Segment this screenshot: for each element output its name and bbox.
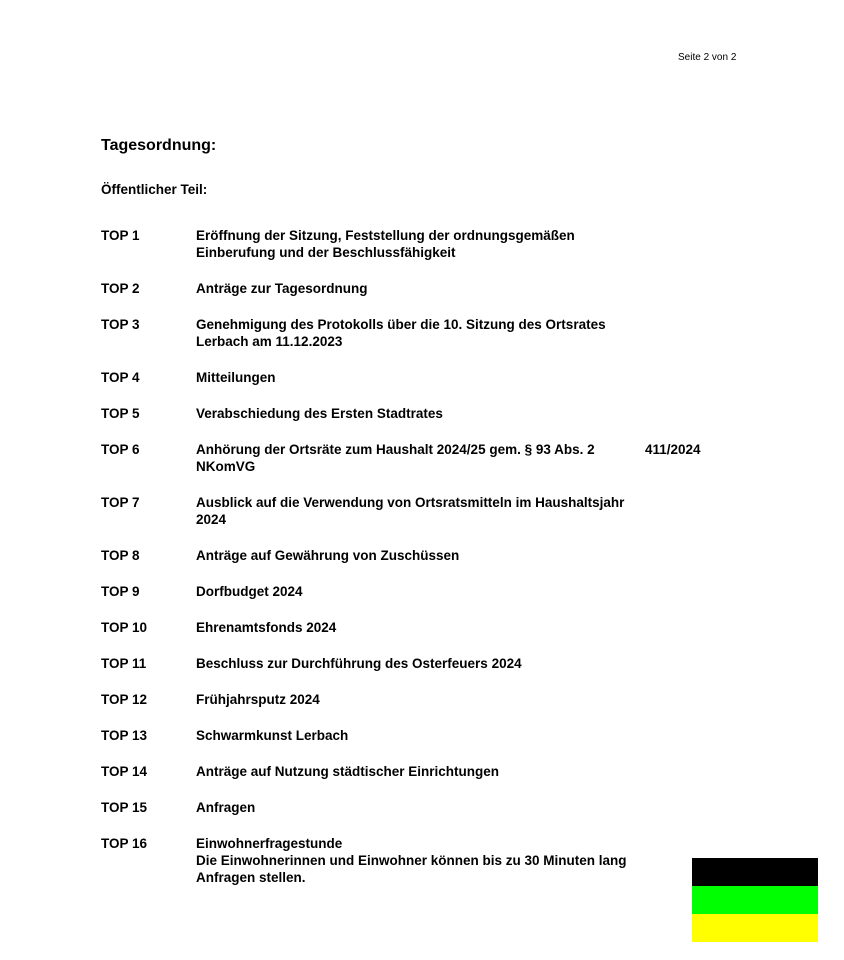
agenda-item — [101, 494, 741, 528]
page-number: Seite 2 von 2 — [678, 52, 737, 63]
agenda-item-title: Schwarmkunst Lerbach — [196, 728, 349, 743]
agenda-item-number: TOP 11 — [101, 656, 147, 671]
agenda-item — [101, 799, 741, 816]
agenda-item — [101, 619, 741, 636]
agenda-item-number: TOP 14 — [101, 764, 148, 779]
agenda-item — [101, 441, 741, 475]
agenda-item-title: Ehrenamtsfonds 2024 — [196, 620, 337, 635]
agenda-item-number: TOP 16 — [101, 836, 148, 851]
flag-stripe-yellow — [692, 914, 818, 942]
agenda-item-title: Einwohnerfragestunde — [196, 836, 343, 851]
agenda-item-title: Anhörung der Ortsräte zum Haushalt 2024/25 gem. § 93 Abs. 2 NKomVG — [196, 442, 595, 474]
agenda-item-number: TOP 1 — [101, 228, 140, 243]
agenda-item-number: TOP 4 — [101, 370, 140, 385]
agenda-item-title: Verabschiedung des Ersten Stadtrates — [196, 406, 443, 421]
agenda-item — [101, 547, 741, 564]
agenda-item-title: Frühjahrsputz 2024 — [196, 692, 320, 707]
agenda-item-title: Anträge zur Tagesordnung — [196, 281, 368, 296]
section-title: Öffentlicher Teil: — [101, 182, 208, 197]
flag-logo — [692, 858, 818, 942]
agenda-item-number: TOP 15 — [101, 800, 148, 815]
agenda-item-title: Beschluss zur Durchführung des Osterfeuers 2024 — [196, 656, 522, 671]
agenda-item-title: Genehmigung des Protokolls über die 10. Sitzung des Ortsrates Lerbach am 11.12.2023 — [196, 317, 606, 349]
agenda-item-number: TOP 8 — [101, 548, 140, 563]
agenda-item — [101, 280, 741, 297]
agenda-item — [101, 227, 741, 261]
agenda-item — [101, 727, 741, 744]
agenda-item-number: TOP 3 — [101, 317, 140, 332]
agenda-item-note: Die Einwohnerinnen und Einwohner können bis zu 30 Minuten lang Anfragen stellen. — [196, 853, 627, 885]
agenda-item-number: TOP 9 — [101, 584, 140, 599]
agenda-item — [101, 655, 741, 672]
agenda-item — [101, 835, 741, 886]
agenda-item-title: Anträge auf Gewährung von Zuschüssen — [196, 548, 460, 563]
agenda-item — [101, 691, 741, 708]
agenda-item-title: Eröffnung der Sitzung, Feststellung der ordnungsgemäßen Einberufung und der Beschlussfähigkeit — [196, 228, 575, 260]
agenda-item-number: TOP 6 — [101, 442, 140, 457]
flag-stripe-green — [692, 886, 818, 914]
agenda-item-number: TOP 5 — [101, 406, 140, 421]
agenda-list — [101, 227, 741, 905]
agenda-item — [101, 405, 741, 422]
agenda-item-number: TOP 7 — [101, 495, 140, 510]
agenda-item-number: TOP 13 — [101, 728, 148, 743]
agenda-item — [101, 316, 741, 350]
agenda-item-number: TOP 12 — [101, 692, 148, 707]
agenda-item-title: Anträge auf Nutzung städtischer Einrichtungen — [196, 764, 500, 779]
agenda-item-reference: 411/2024 — [645, 442, 701, 457]
agenda-item — [101, 369, 741, 386]
agenda-item — [101, 763, 741, 780]
agenda-item — [101, 583, 741, 600]
agenda-item-title: Dorfbudget 2024 — [196, 584, 303, 599]
agenda-item-title: Ausblick auf die Verwendung von Ortsratsmitteln im Haushaltsjahr 2024 — [196, 495, 625, 527]
agenda-item-number: TOP 10 — [101, 620, 148, 635]
agenda-item-title: Mitteilungen — [196, 370, 276, 385]
agenda-item-title: Anfragen — [196, 800, 256, 815]
agenda-heading: Tagesordnung: — [101, 137, 217, 154]
flag-stripe-black — [692, 858, 818, 886]
agenda-item-number: TOP 2 — [101, 281, 140, 296]
